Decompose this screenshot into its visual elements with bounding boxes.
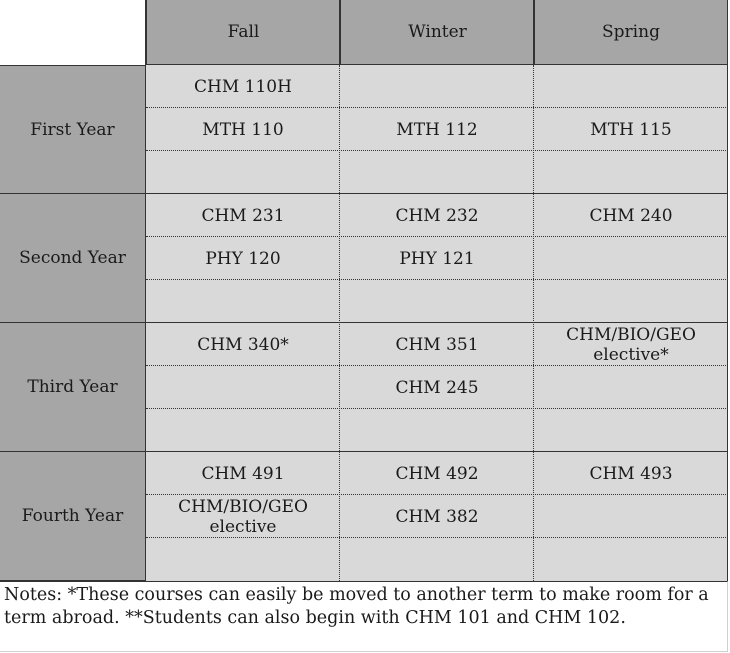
course-cell bbox=[534, 151, 728, 194]
course-cell bbox=[534, 538, 728, 581]
grid-line bbox=[146, 236, 728, 237]
course-cell: CHM 240 bbox=[589, 205, 673, 226]
year-label-third: Third Year bbox=[0, 323, 146, 452]
grid-line bbox=[146, 279, 728, 280]
term-header-fall: Fall bbox=[146, 0, 340, 65]
grid-line bbox=[339, 65, 340, 581]
course-cell bbox=[146, 280, 340, 323]
course-cell: MTH 110 bbox=[202, 119, 284, 140]
course-cell bbox=[534, 280, 728, 323]
course-cell bbox=[340, 65, 534, 108]
course-cell: CHM 340* bbox=[197, 334, 289, 355]
course-cell: CHM/BIO/GEO elective bbox=[178, 496, 308, 537]
grid-line bbox=[533, 65, 534, 581]
course-cell bbox=[534, 409, 728, 452]
course-cell bbox=[534, 237, 728, 280]
grid-line bbox=[533, 0, 534, 65]
notes: Notes: *These courses can easily be moved to another term to make room for a term abroad. **Students can also begin with CHM 101 and CHM 102. bbox=[0, 581, 728, 652]
course-cell: CHM 492 bbox=[395, 463, 479, 484]
grid-line bbox=[146, 408, 728, 409]
year-label-first: First Year bbox=[0, 65, 146, 194]
grid-line bbox=[146, 193, 728, 194]
course-cell: CHM 245 bbox=[395, 377, 479, 398]
course-cell: CHM/BIO/GEO elective* bbox=[566, 324, 696, 365]
header-corner bbox=[0, 0, 146, 65]
course-cell: CHM 491 bbox=[201, 463, 285, 484]
course-cell bbox=[146, 151, 340, 194]
course-cell: PHY 121 bbox=[399, 248, 475, 269]
course-cell bbox=[340, 538, 534, 581]
grid-line bbox=[146, 150, 728, 151]
course-cell bbox=[340, 280, 534, 323]
year-label-second: Second Year bbox=[0, 194, 146, 323]
course-cell: MTH 112 bbox=[396, 119, 478, 140]
course-cell bbox=[534, 366, 728, 409]
course-cell: CHM 231 bbox=[201, 205, 285, 226]
grid-line bbox=[146, 537, 728, 538]
grid-line bbox=[146, 107, 728, 108]
course-cell: PHY 120 bbox=[205, 248, 281, 269]
course-cell: CHM 351 bbox=[395, 334, 479, 355]
course-cell bbox=[340, 409, 534, 452]
grid-line bbox=[146, 451, 728, 452]
course-cell: CHM 110H bbox=[194, 76, 292, 97]
term-header-winter: Winter bbox=[340, 0, 534, 65]
year-label-fourth: Fourth Year bbox=[0, 452, 146, 581]
course-cell: MTH 115 bbox=[590, 119, 672, 140]
course-cell bbox=[534, 65, 728, 108]
course-cell bbox=[146, 366, 340, 409]
grid-line bbox=[146, 365, 728, 366]
course-cell bbox=[340, 151, 534, 194]
course-cell bbox=[534, 495, 728, 538]
term-header-spring: Spring bbox=[534, 0, 728, 65]
course-cell: CHM 232 bbox=[395, 205, 479, 226]
grid-line bbox=[146, 322, 728, 323]
course-cell bbox=[146, 538, 340, 581]
course-cell: CHM 493 bbox=[589, 463, 673, 484]
grid-line bbox=[339, 0, 340, 65]
course-cell: CHM 382 bbox=[395, 506, 479, 527]
grid-line bbox=[146, 494, 728, 495]
course-cell bbox=[146, 409, 340, 452]
